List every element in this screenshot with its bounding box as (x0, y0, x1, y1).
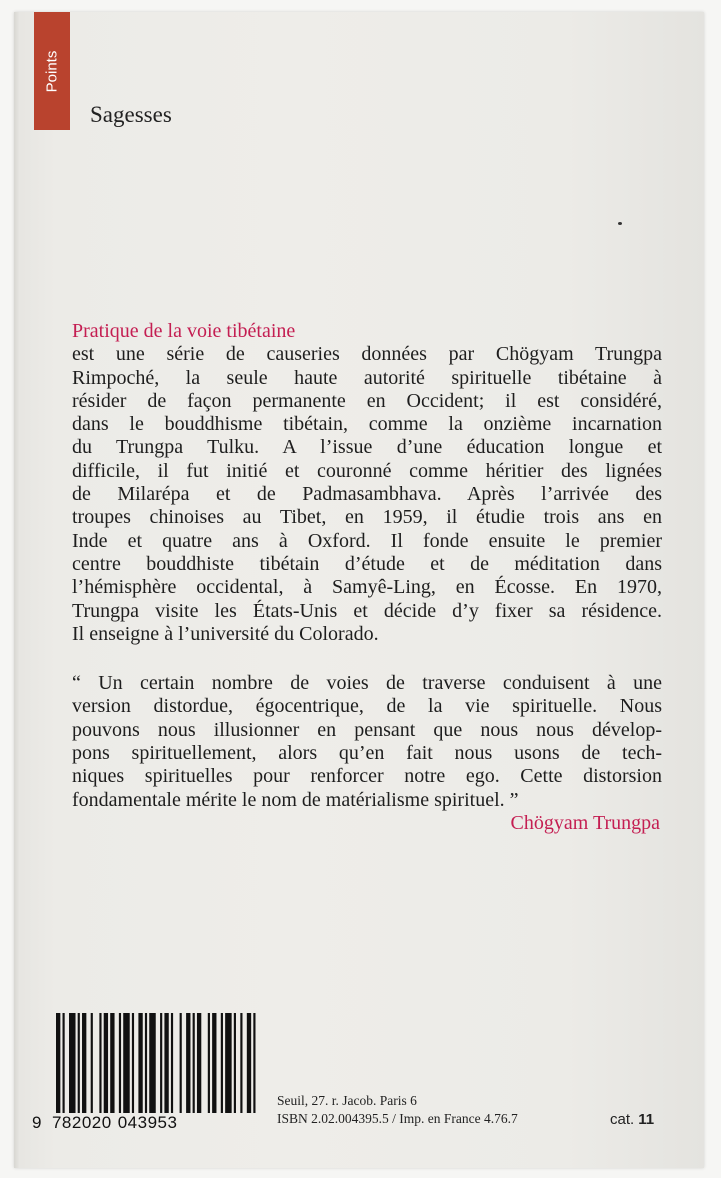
blurb-line: de Milarépa et de Padmasambhava. Après l’arrivée des (72, 483, 662, 506)
barcode-bar (193, 1013, 195, 1113)
blurb-line: du Trungpa Tulku. A l’issue d’une éducation longue et (72, 436, 662, 459)
barcode-bar (180, 1013, 182, 1113)
points-label: Points (43, 50, 61, 92)
barcode-bar (171, 1013, 173, 1113)
catalog-label: cat. (610, 1111, 635, 1128)
barcode-bar (164, 1013, 168, 1113)
barcode-bar (208, 1013, 210, 1113)
blurb-line: Rimpoché, la seule haute autorité spirituelle tibétaine à (72, 366, 662, 389)
barcode-digit-lead: 9 (32, 1113, 42, 1132)
quote-line: pons spirituellement, alors qu’en fait nous usons de tech- (72, 742, 662, 765)
barcode-bar (69, 1013, 76, 1113)
quote-line: niques spirituelles pour renforcer notre ego. Cette distorsion (72, 765, 662, 788)
blurb-line: troupes chinoises au Tibet, en 1959, il étudie trois ans en (72, 506, 662, 529)
barcode-bar (104, 1013, 108, 1113)
barcode-bar (197, 1013, 201, 1113)
series-name: Sagesses (90, 102, 172, 127)
blurb-line: résider de façon permanente en Occident; il est considéré, (72, 389, 662, 412)
catalog-number (610, 1111, 654, 1128)
barcode-bar (91, 1013, 93, 1113)
points-imprint-tab (34, 12, 70, 130)
barcode-bar (138, 1013, 142, 1113)
blurb-line: Il enseigne à l’université du Colorado. (72, 622, 379, 645)
barcode-digit-group-2: 043953 (117, 1113, 178, 1132)
paper-speck (618, 222, 622, 225)
barcode-icon (54, 1013, 264, 1113)
quote-line: version distordue, égocentrique, de la vie spirituelle. Nous (72, 695, 662, 718)
quote-author: Chögyam Trungpa (510, 811, 660, 834)
quote-line: “ Un certain nombre de voies de traverse conduisent à une (72, 672, 662, 695)
barcode-bar (234, 1013, 236, 1113)
barcode-bar (132, 1013, 134, 1113)
blurb-line: l’hémisphère occidental, à Samyê-Ling, en Écosse. En 1970, (72, 576, 662, 599)
blurb-block (72, 320, 662, 835)
barcode-bar (63, 1013, 65, 1113)
barcode-digit-group-1: 782020 (51, 1113, 112, 1132)
barcode-bar (247, 1013, 251, 1113)
publisher-address: Seuil, 27. r. Jacob. Paris 6 (277, 1093, 417, 1108)
barcode-bar (99, 1013, 101, 1113)
blurb-line: dans le bouddhisme tibétain, comme la onzième incarnation (72, 413, 662, 436)
catalog-value: 11 (638, 1111, 655, 1128)
quote-paragraph (72, 672, 662, 812)
blurb-line: est une série de causeries données par Chögyam Trungpa (72, 343, 662, 366)
quote-block (72, 672, 662, 835)
publisher-info (277, 1092, 518, 1128)
blurb-paragraph (72, 343, 662, 646)
barcode-digits (32, 1113, 177, 1133)
barcode-bar (56, 1013, 60, 1113)
spine-edge (14, 12, 20, 1168)
barcode-bar (78, 1013, 80, 1113)
blurb-line: difficile, il fut initié et couronné comme héritier des lignées (72, 459, 662, 482)
barcode-bar (212, 1013, 216, 1113)
barcode-bar (110, 1013, 114, 1113)
blurb-line: centre bouddhiste tibétain d’étude et de méditation dans (72, 552, 662, 575)
barcode-bar (225, 1013, 232, 1113)
barcode-bar (240, 1013, 242, 1113)
barcode-bar (123, 1013, 130, 1113)
barcode-bar (145, 1013, 147, 1113)
quote-line: pouvons nous illusionner en pensant que nous nous dévelop- (72, 718, 662, 741)
barcode-bar (221, 1013, 223, 1113)
barcode-bar (253, 1013, 255, 1113)
barcode-bar (186, 1013, 190, 1113)
barcode-bar (149, 1013, 156, 1113)
quote-line: fondamentale mérite le nom de matérialisme spirituel. ” (72, 788, 519, 811)
barcode-bar (119, 1013, 121, 1113)
isbn-line: ISBN 2.02.004395.5 / Imp. en France 4.76.7 (277, 1111, 518, 1126)
barcode-bar (82, 1013, 86, 1113)
blurb-line: Inde et quatre ans à Oxford. Il fonde ensuite le premier (72, 529, 662, 552)
blurb-line: Trungpa visite les États-Unis et décide d’y fixer sa résidence. (72, 599, 662, 622)
book-title: Pratique de la voie tibétaine (72, 320, 296, 342)
barcode-bar (160, 1013, 162, 1113)
